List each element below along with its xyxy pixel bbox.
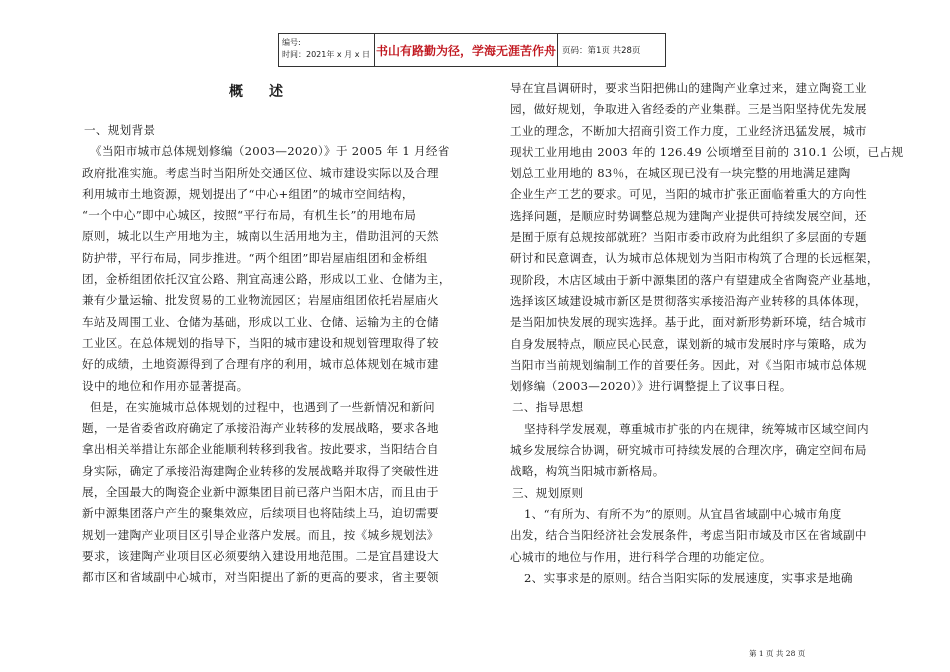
left-column — [82, 120, 462, 589]
text-line: 防护带，平行布局，同步推进。“两个组团”即岩屋庙组团和金桥组 — [82, 250, 428, 265]
text-line: 设中的地位和作用亦显著提高。 — [82, 378, 249, 393]
text-line: 都市区和省域副中心城市，对当阳提出了新的更高的要求，省主要领 — [82, 570, 439, 585]
text-line: 三、规划原则 — [512, 485, 584, 500]
header-meta — [279, 34, 375, 66]
text-line: 工业区。在总体规划的指导下，当阳的城市建设和规划管理取得了较 — [82, 335, 439, 350]
motto-text: 书山有路勤为径，学海无涯苦作舟 — [375, 34, 558, 66]
text-line: 但是，在实施城市总体规划的过程中，也遇到了一些新情况和新问 — [90, 399, 435, 414]
page-label: 页码：第1页 共28页 — [562, 46, 641, 56]
text-line: “一个中心”即中心城区，按照“平行布局，有机生长”的用地布局 — [82, 208, 417, 223]
text-line: 现状工业用地由 2003 年的 126.49 公顷增至目前的 310.1 公顷，已占规 — [510, 144, 904, 159]
text-line: 展，全国最大的陶瓷企业新中源集团目前已落户当阳木店，而且由于 — [82, 485, 439, 500]
text-line: 《当阳市城市总体规划修编（2003—2020）》于 2005 年 1 月经省 — [90, 144, 450, 159]
text-line: 题，一是省委省政府确定了承接沿海产业转移的发展战略，要求各地 — [82, 421, 439, 436]
text-line: 研讨和民意调查，认为城市总体规划为当阳市构筑了合理的长远框架， — [510, 251, 879, 266]
page-header-box — [278, 33, 666, 67]
text-line: 二、指导思想 — [512, 400, 584, 415]
text-line: 企业生产工艺的要求。可见，当阳的城市扩张正面临着重大的方向性 — [510, 187, 867, 202]
text-line: 是囿于原有总规按部就班？当阳市委市政府为此组织了多层面的专题 — [510, 230, 867, 245]
right-column — [510, 78, 904, 589]
text-line: 2、实事求是的原则。结合当阳实际的发展速度，实事求是地确 — [524, 570, 853, 585]
text-line: 要求，该建陶产业项目区必须要纳入建设用地范围。二是宜昌建设大 — [82, 548, 439, 563]
text-line: 工业的理念，不断加大招商引资工作力度，工业经济迅猛发展，城市 — [510, 123, 867, 138]
text-line: 选择该区域建设城市新区是贯彻落实承接沿海产业转移的具体体现， — [510, 293, 867, 308]
text-line: 是当阳加快发展的现实选择。基于此，面对新形势新环境，结合城市 — [510, 315, 867, 330]
text-line: 兼有少量运输、批发贸易的工业物流园区；岩屋庙组团依托岩屋庙火 — [82, 293, 439, 308]
text-line: 导在宜昌调研时，要求当阳把佛山的建陶产业拿过来，建立陶瓷工业 — [510, 81, 867, 95]
text-line: 战略，构筑当阳城市新格局。 — [510, 464, 665, 479]
text-line: 现阶段，木店区域由于新中源集团的落户有望建成全省陶瓷产业基地， — [510, 272, 879, 287]
text-line: 身实际，确定了承接沿海建陶企业转移的发展战略并取得了突破性进 — [82, 463, 439, 478]
page-title: 概述 — [229, 84, 309, 100]
text-line: 选择问题，是顺应时势调整总规为建陶产业提供可持续发展空间，还 — [510, 208, 867, 223]
text-line: 原则，城北以生产用地为主，城南以生活用地为主，借助沮河的天然 — [82, 229, 439, 244]
text-line: 一、规划背景 — [84, 123, 156, 137]
text-line: 拿出相关举措让东部企业能顺利转移到我省。按此要求，当阳结合自 — [82, 442, 439, 457]
text-line: 心城市的地位与作用，进行科学合理的功能定位。 — [510, 549, 772, 564]
text-line: 出发，结合当阳经济社会发展条件，考虑当阳市域及市区在省域副中 — [510, 528, 867, 543]
text-line: 团，金桥组团依托汉宜公路、荆宜高速公路，形成以工业、仓储为主， — [82, 272, 451, 287]
text-line: 规划一建陶产业项目区引导企业落户发展。而且，按《城乡规划法》 — [82, 527, 439, 542]
text-line: 划修编（2003—2020）》进行调整提上了议事日程。 — [510, 379, 792, 394]
text-line: 新中源集团落户产生的聚集效应，后续项目也将陆续上马，迫切需要 — [82, 506, 439, 521]
text-line: 园，做好规划，争取进入省经委的产业集群。三是当阳坚持优先发展 — [510, 102, 867, 117]
number-label: 编号: — [282, 38, 301, 47]
text-line: 自身发展特点，顺应民心民意，谋划新的城市发展时序与策略，成为 — [510, 336, 867, 351]
text-line: 划总工业用地的 83％，在城区现已没有一块完整的用地满足建陶 — [510, 166, 851, 181]
text-line: 政府批准实施。考虑当时当阳所处交通区位、城市建设实际以及合理 — [82, 165, 439, 180]
time-label: 时间：2021年 x 月 x 日 — [282, 50, 370, 59]
text-line: 城乡发展综合协调，研究城市可持续发展的合理次序，确定空间布局 — [510, 443, 867, 458]
text-line: 当阳市当前规划编制工作的首要任务。因此，对《当阳市城市总体规 — [510, 357, 867, 372]
text-line: 车站及周围工业、仓储为基础，形成以工业、仓储、运输为主的仓储 — [82, 314, 439, 329]
page-footer: 第 1 页 共 28 页 — [749, 649, 806, 658]
text-line: 1、“有所为、有所不为”的原则。从宜昌省域副中心城市角度 — [524, 506, 842, 521]
text-line: 好的成绩，土地资源得到了合理有序的利用，城市总体规划在城市建 — [82, 357, 439, 372]
text-line: 坚持科学发展观，尊重城市扩张的内在规律，统筹城市区域空间内 — [524, 421, 869, 436]
text-line: 利用城市土地资源，规划提出了“中心+组团”的城市空间结构， — [82, 186, 414, 201]
